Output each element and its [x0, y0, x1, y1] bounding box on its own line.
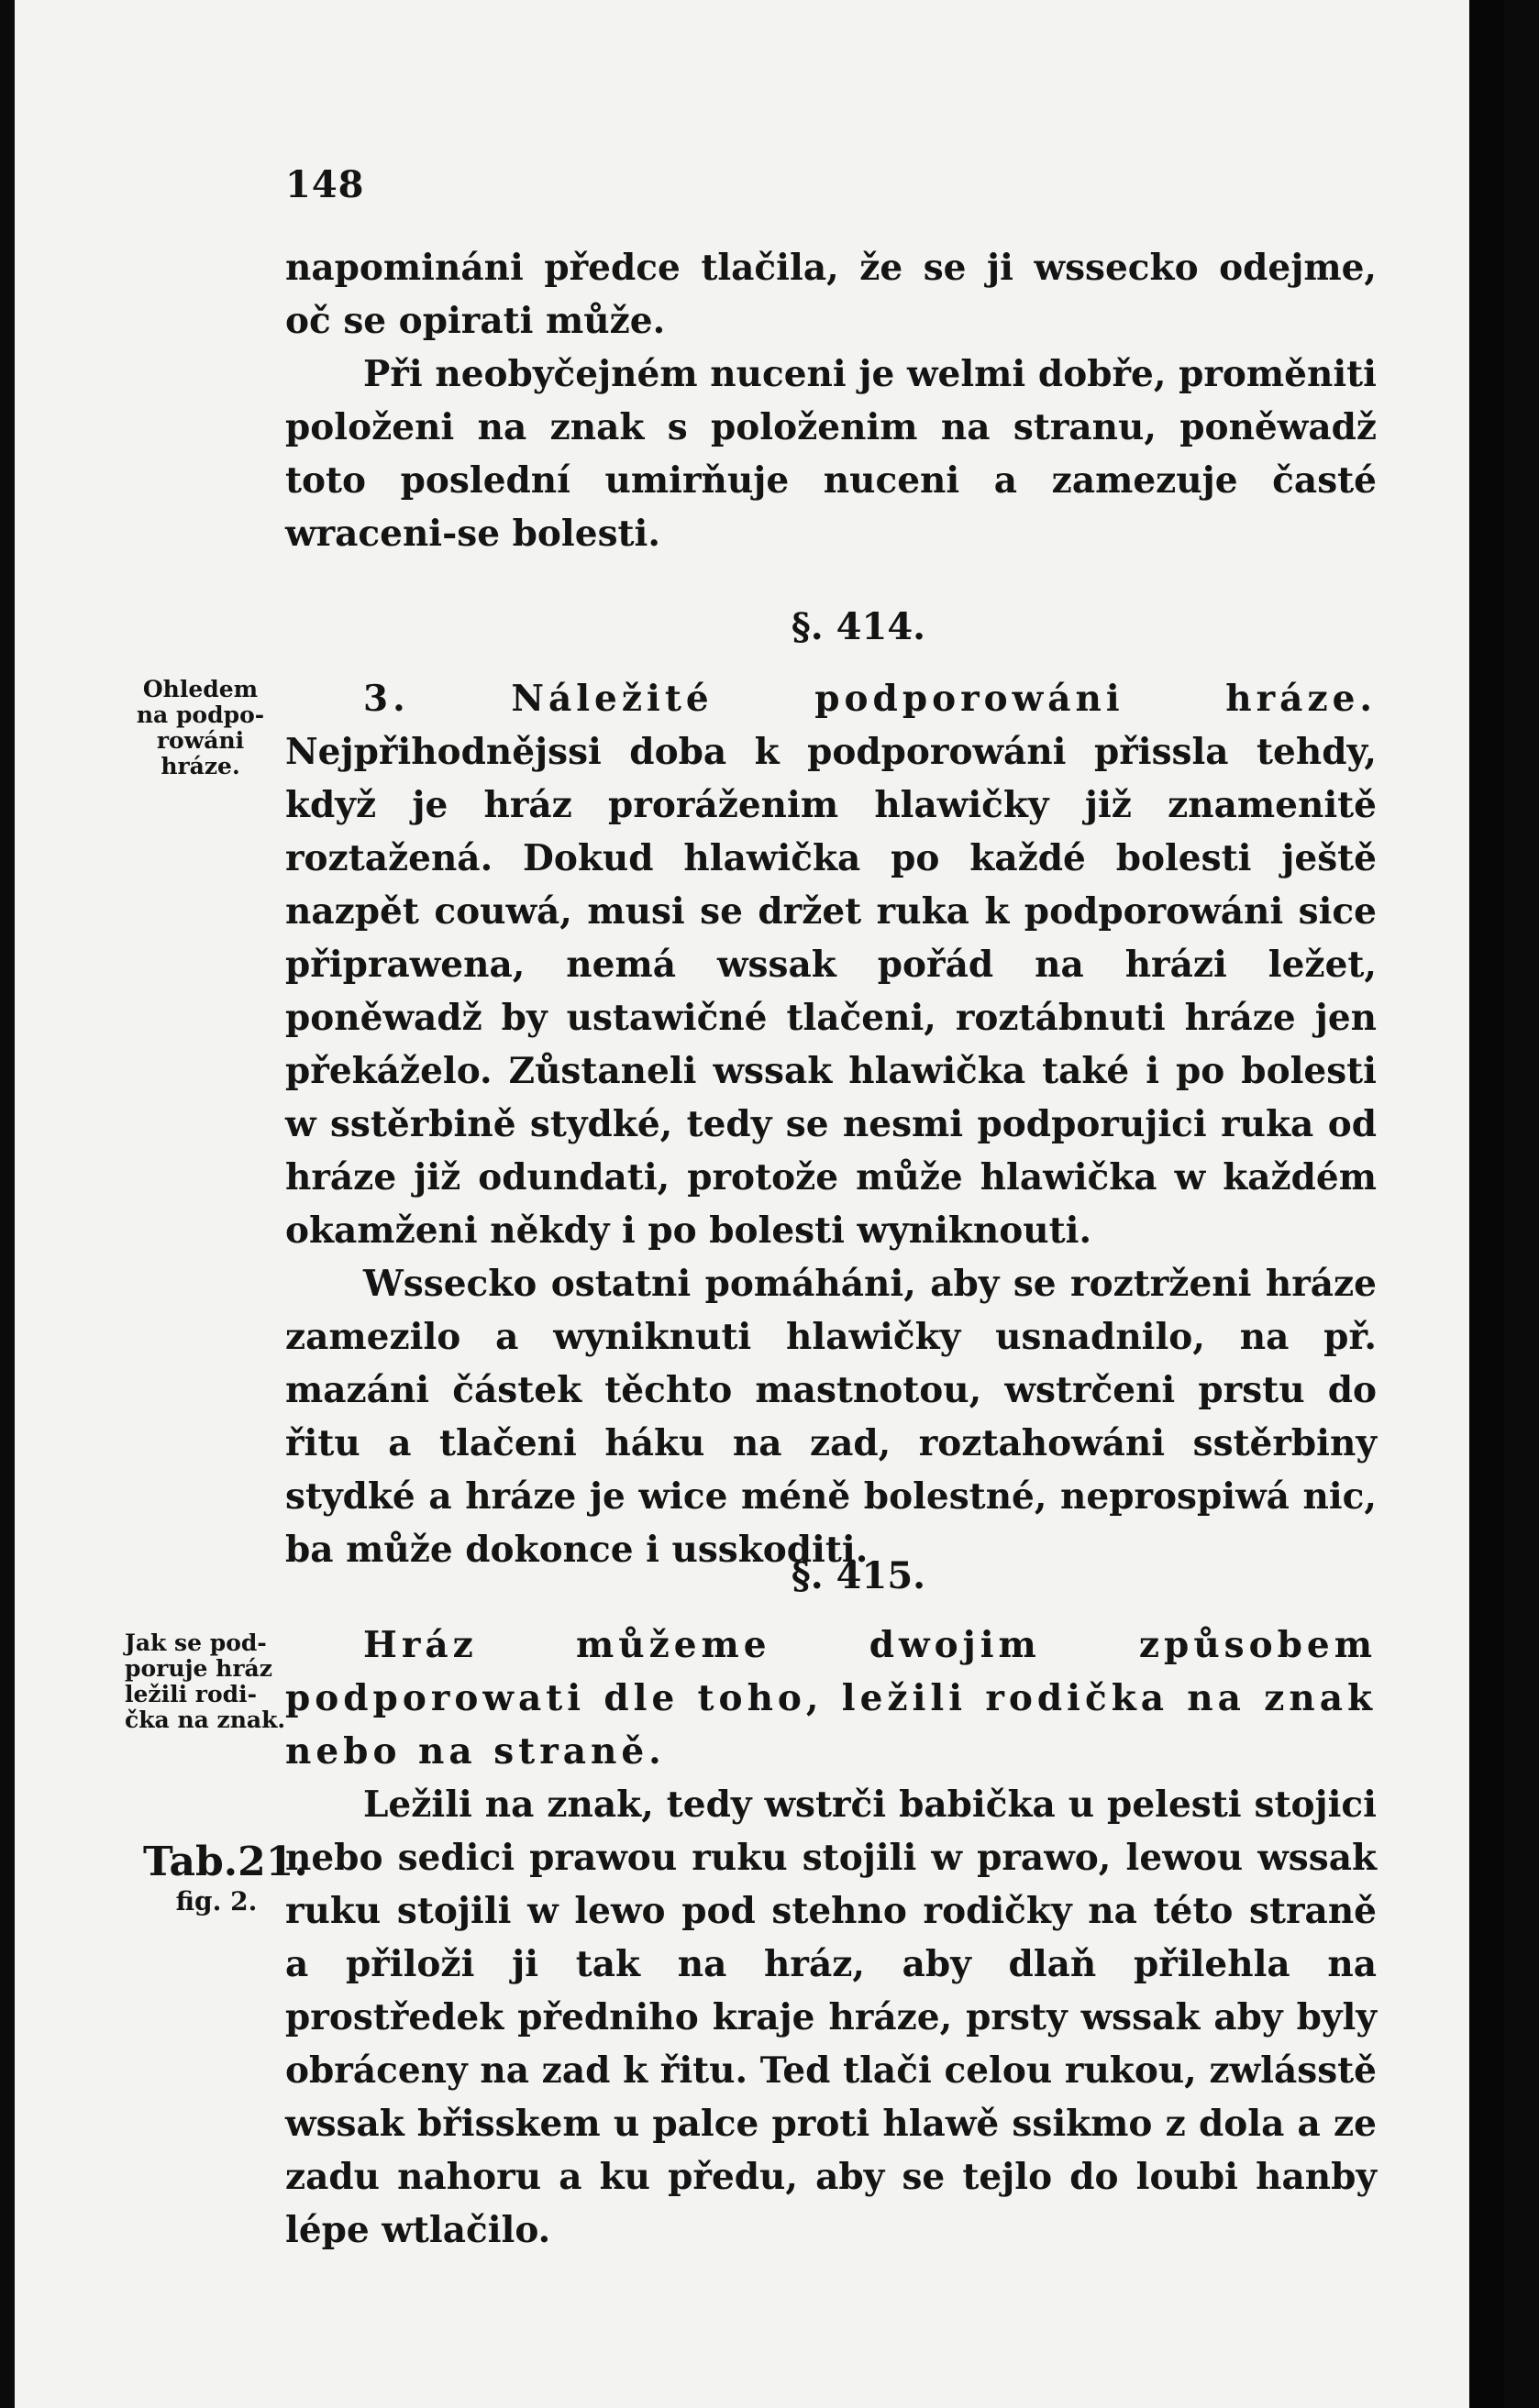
- paragraph-podporowani: [285, 672, 1377, 1257]
- table-reference: Tab.21.: [143, 1839, 308, 1885]
- paragraph-dwojim: Hráz můžeme dwojim způsobem podporowati dle toho, ležili rodička na znak nebo na straně.: [285, 1624, 1377, 1773]
- section-414-text: [285, 672, 1377, 1576]
- margin-note-line: čka na znak.: [125, 1707, 286, 1733]
- margin-note-415: [125, 1630, 308, 1733]
- margin-note-line: Jak se pod-: [125, 1629, 267, 1656]
- figure-reference: fig. 2.: [175, 1886, 258, 1916]
- margin-note-414: [120, 677, 281, 779]
- section-heading-415: §. 415.: [791, 1554, 926, 1597]
- margin-note-line: poruje hráz: [125, 1655, 272, 1682]
- margin-note-line: ležili rodi-: [125, 1681, 257, 1707]
- margin-note-line: rowáni: [156, 727, 245, 754]
- book-page: [15, 0, 1504, 2408]
- section-415-text: [285, 1618, 1377, 2257]
- top-text-block: [285, 241, 1377, 560]
- section-heading-414: §. 414.: [791, 605, 926, 648]
- paragraph-body: Nejpřihodnějssi doba k podporowáni přissla tehdy, když je hráz proráženim hlawičky již znamenitě roztažená. Dokud hlawička po každé bolesti ještě nazpět couwá, musi se držet ruka k podporowáni sice připrawena, nemá wssak pořád na hrázi ležet, poněwadž by ustawičné tlačeni, roztábnuti hráze jen překáželo. Zůstaneli wssak hlawička také i po bolesti w sstěrbině stydké, tedy se nesmi podporujici ruka od hráze již odundati, protože může hlawička w každém okamženi někdy i po bolesti wyniknouti.: [285, 731, 1377, 1252]
- paragraph-continuation: napomináni předce tlačila, že se ji wssecko odejme, oč se opirati může.: [285, 247, 1377, 342]
- section-lead-414: 3. Náležité podporowáni hráze.: [363, 678, 1377, 720]
- paragraph-pomahani: Wssecko ostatni pomáháni, aby se roztrženi hráze zamezilo a wyniknuti hlawičky usnadnilo, na př. mazáni částek těchto mastnotou, wstrčeni prstu do řitu a tlačeni háku na zad, roztahowáni sstěrbiny stydké a hráze je wice méně bolestné, neprospiwá nic, ba může dokonce i usskoditi.: [285, 1263, 1377, 1571]
- scan-edge-shadow: [1469, 0, 1504, 2408]
- margin-note-line: Ohledem: [142, 676, 259, 702]
- paragraph-na-znak: Ležili na znak, tedy wstrči babička u pelesti stojici nebo sedici prawou ruku stojili w prawo, lewou wssak ruku stojili w lewo pod stehno rodičky na této straně a přiloži ji tak na hráz, aby dlaň přilehla na prostředek předniho kraje hráze, prsty wssak aby byly obráceny na zad k řitu. Ted tlači celou rukou, zwlásstě wssak břisskem u palce proti hlawě ssikmo z dola a ze zadu nahoru a ku předu, aby se tejlo do loubi hanby lépe wtlačilo.: [285, 1784, 1377, 2251]
- paragraph-nuceni: Při neobyčejném nuceni je welmi dobře, proměniti položeni na znak s položenim na stranu, poněwadž toto poslední umirňuje nuceni a zamezuje časté wraceni-se bolesti.: [285, 353, 1377, 555]
- margin-note-line: hráze.: [161, 753, 240, 779]
- margin-note-line: na podpo-: [136, 701, 265, 728]
- table-figure-reference: [143, 1839, 308, 1917]
- page-number: 148: [285, 163, 365, 206]
